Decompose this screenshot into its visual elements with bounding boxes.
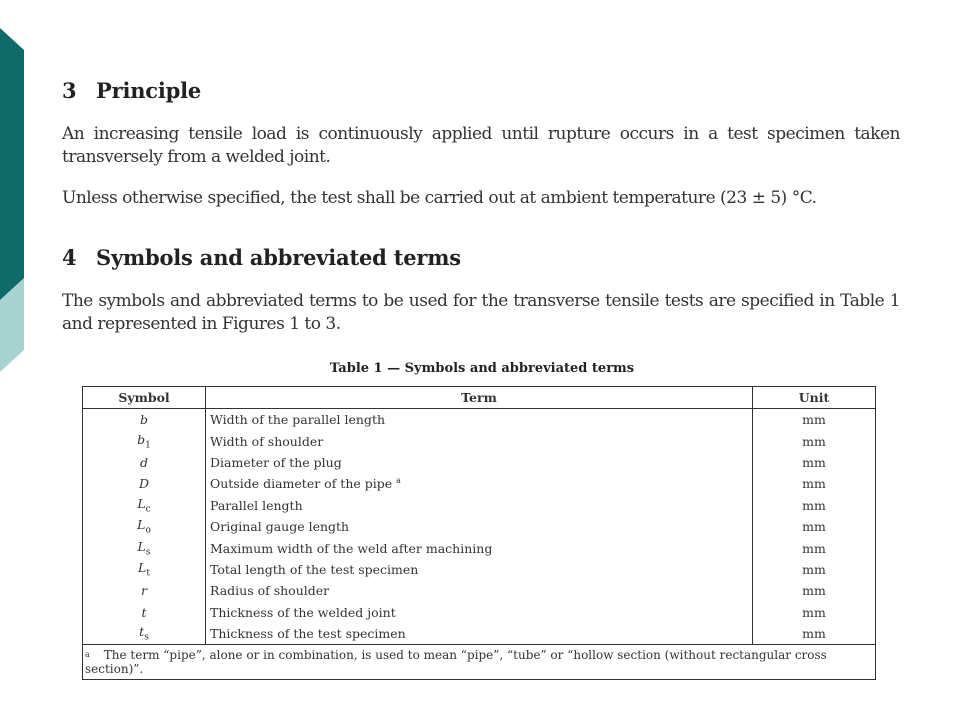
table-row [83, 495, 876, 516]
table-footnote-row [83, 645, 876, 680]
unit-cell: mm [802, 604, 826, 620]
symbol-text: L [137, 517, 146, 533]
term-cell [206, 537, 753, 558]
symbol-cell [83, 409, 206, 431]
symbol-cell [83, 495, 206, 516]
term-text: Maximum width of the weld after machining [210, 540, 493, 556]
term-cell [206, 430, 753, 451]
section-4-paragraph-1: The symbols and abbreviated terms to be used for the transverse tensile tests are specified in Table 1 and represented in Figures 1 to 3. [62, 291, 900, 334]
unit-cell: mm [802, 476, 826, 492]
table-row [83, 409, 876, 431]
term-cell [206, 473, 753, 494]
term-text: Width of the parallel length [210, 412, 386, 428]
unit-cell: mm [802, 583, 826, 599]
header-unit: Unit [753, 387, 876, 409]
term-cell [206, 409, 753, 431]
symbol-text: L [137, 538, 146, 554]
table-row [83, 430, 876, 451]
term-cell [206, 452, 753, 473]
section-4-heading [62, 245, 461, 270]
symbol-text: L [138, 560, 147, 576]
footnote-reference: a [396, 476, 401, 486]
symbol-cell [83, 559, 206, 580]
term-cell [206, 495, 753, 516]
table-row [83, 537, 876, 558]
symbol-cell [83, 602, 206, 623]
section-3-paragraph-2: Unless otherwise specified, the test shall be carried out at ambient temperature (23 ± 5) °C. [62, 188, 817, 208]
term-text: Diameter of the plug [210, 454, 342, 470]
symbol-cell [83, 623, 206, 645]
term-cell [206, 623, 753, 645]
section-3-paragraph-1: An increasing tensile load is continuously applied until rupture occurs in a test specimen taken transversely from a welded joint. [62, 124, 900, 167]
symbol-subscript: c [145, 504, 151, 515]
symbol-text: b [139, 412, 148, 428]
unit-cell: mm [802, 519, 826, 535]
table-row [83, 602, 876, 623]
table-title: Table 1 — Symbols and abbreviated terms [329, 361, 635, 376]
symbol-cell [83, 580, 206, 601]
unit-cell: mm [802, 497, 826, 513]
symbol-text: d [139, 454, 148, 470]
term-text: Width of shoulder [210, 433, 324, 449]
slide-decoration [0, 0, 40, 380]
unit-cell: mm [802, 412, 826, 428]
section-number: 4 [62, 245, 77, 270]
unit-cell: mm [802, 454, 826, 470]
symbol-subscript: 1 [145, 440, 151, 451]
table-row [83, 452, 876, 473]
symbol-subscript: s [145, 547, 151, 558]
symbol-subscript: s [144, 632, 149, 643]
section-title: Principle [96, 78, 202, 103]
header-symbol: Symbol [83, 387, 206, 409]
table-footnote [83, 645, 876, 680]
term-text: Radius of shoulder [210, 583, 330, 599]
symbol-text: t [139, 624, 145, 640]
symbol-text: t [141, 604, 147, 620]
term-text: Total length of the test specimen [210, 561, 419, 577]
dark-teal-shape [0, 28, 24, 300]
section-3-heading [62, 78, 201, 103]
footnote-text: The term “pipe”, alone or in combination, is used to mean “pipe”, “tube” or “hollow section (without rectangular cross section)”. [85, 648, 827, 677]
symbol-subscript: o [145, 525, 151, 536]
unit-cell: mm [802, 433, 826, 449]
term-cell [206, 602, 753, 623]
table-row [83, 516, 876, 537]
symbol-cell [83, 452, 206, 473]
table-row [83, 559, 876, 580]
unit-cell: mm [802, 540, 826, 556]
symbol-text: r [141, 583, 147, 599]
section-title: Symbols and abbreviated terms [96, 245, 461, 270]
symbol-text: L [137, 496, 146, 511]
symbols-table [82, 386, 876, 680]
term-text: Original gauge length [210, 519, 350, 535]
footnote-mark: a [85, 650, 90, 660]
header-term: Term [206, 387, 753, 409]
table-row [83, 580, 876, 601]
unit-cell: mm [802, 561, 826, 577]
term-cell [206, 580, 753, 601]
term-text: Parallel length [210, 497, 303, 513]
unit-cell: mm [802, 626, 826, 642]
term-cell [206, 559, 753, 580]
term-cell [206, 516, 753, 537]
table-body [83, 409, 876, 645]
table-row [83, 623, 876, 645]
symbol-cell [83, 473, 206, 494]
symbol-cell [83, 537, 206, 558]
symbol-text: D [138, 476, 150, 492]
term-text: Thickness of the welded joint [210, 604, 396, 620]
table-row [83, 473, 876, 494]
symbol-cell [83, 516, 206, 537]
term-text: Thickness of the test specimen [210, 626, 406, 642]
section-number: 3 [62, 78, 77, 103]
term-text: Outside diameter of the pipe [210, 476, 393, 492]
symbol-subscript: t [146, 568, 150, 579]
symbol-text: b [137, 431, 146, 447]
symbol-cell [83, 430, 206, 451]
table-header-row [83, 387, 876, 409]
